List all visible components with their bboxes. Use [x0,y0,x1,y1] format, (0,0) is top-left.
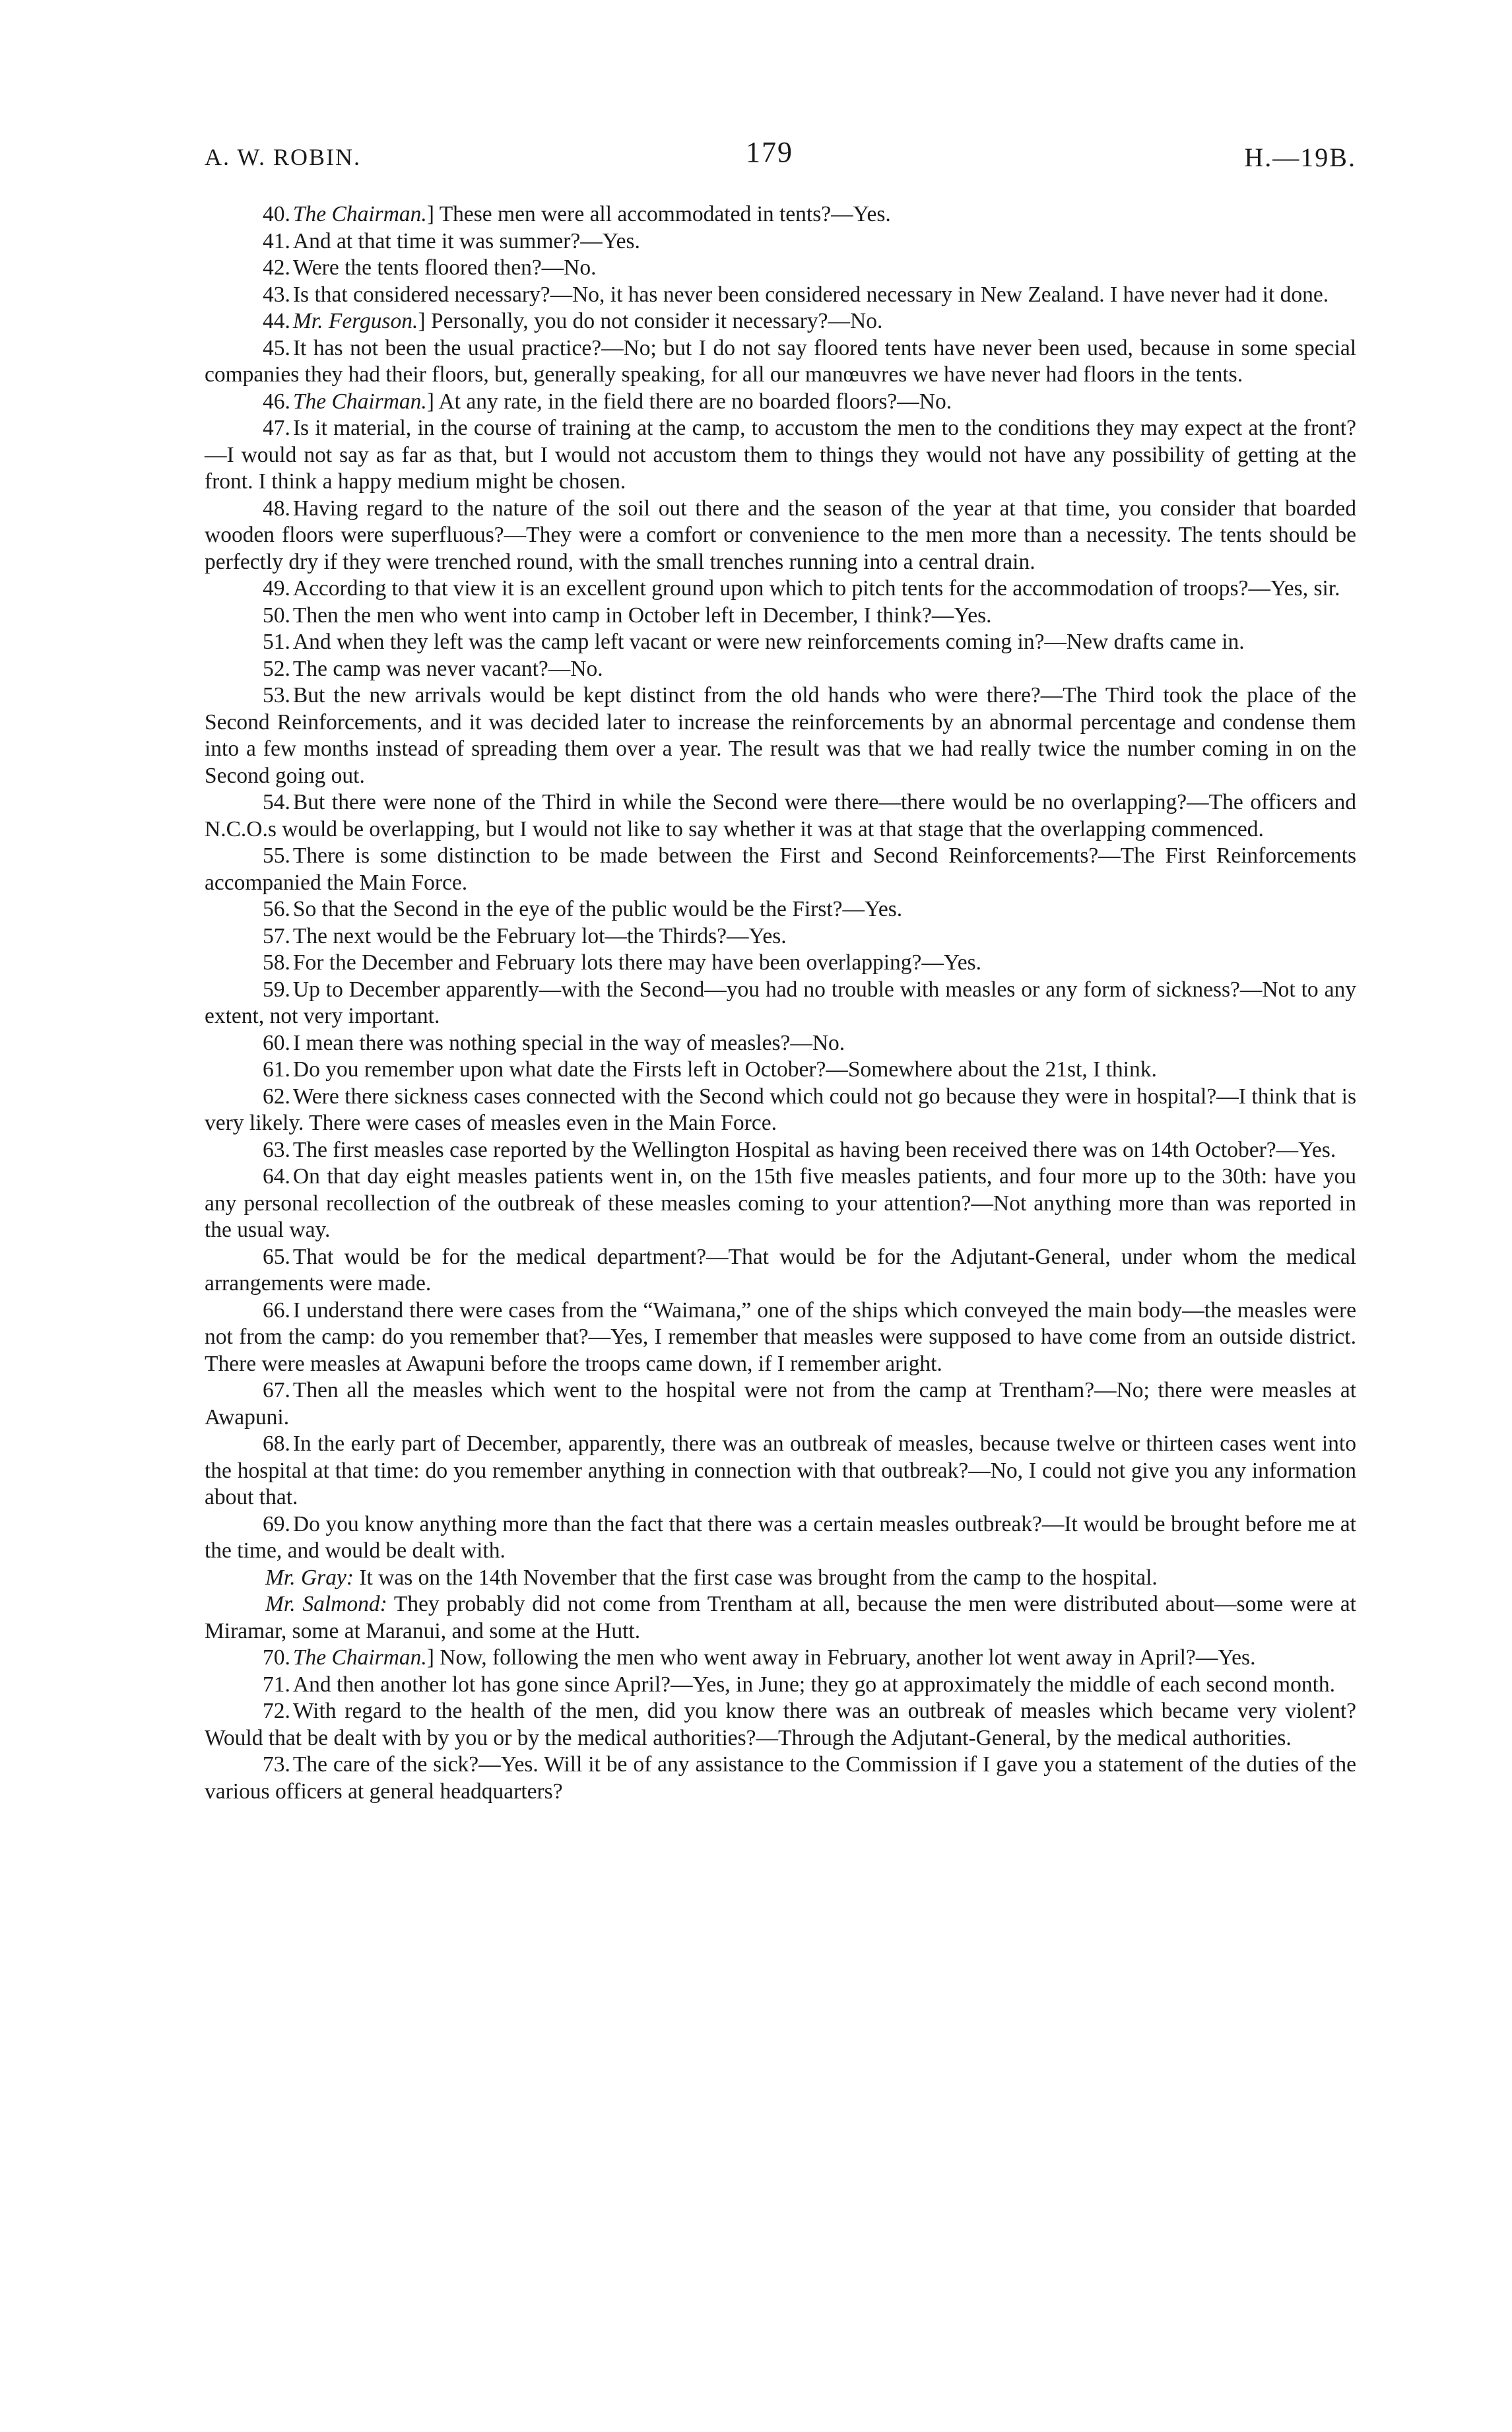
question-number: 64. [263,1164,290,1189]
transcript-paragraph [205,1030,1356,1057]
paragraph-text: In the early part of December, apparently, there was an outbreak of measles, because twelve or thirteen cases went into the hospital at that time: do you remember anything in connection with that outbreak?—No, I could not give you any information about that. [205,1431,1356,1509]
question-number: 66. [263,1298,290,1323]
paragraph-text: And at that time it was summer?—Yes. [292,228,640,253]
paragraph-text: For the December and February lots there may have been overlapping?—Yes. [292,950,982,975]
transcript-paragraph [205,950,1356,977]
question-number: 73. [263,1752,290,1777]
question-number: 70. [263,1645,290,1670]
paragraph-text: On that day eight measles patients went in, on the 15th five measles patients, and four more up to the 30th: have you any personal recollection of the outbreak of these measles coming to your attention?—Not anything more than was reported in the usual way. [205,1164,1356,1242]
transcript-paragraph [205,1431,1356,1511]
transcript-paragraph [205,575,1356,603]
question-number: 48. [263,496,290,521]
question-number: 45. [263,335,290,360]
question-number: 43. [263,282,290,307]
question-number: 53. [263,683,290,707]
transcript-paragraph [205,789,1356,843]
paragraph-text: With regard to the health of the men, did you know there was an outbreak of measles which became very violent? Would that be dealt with by you or by the medical authorities?—Through the Adjutant-General, by the medical authorities. [205,1699,1356,1750]
transcript-paragraph [205,896,1356,923]
paragraph-text: ] Now, following the men who went away in February, another lot went away in April?—Yes. [426,1645,1256,1670]
transcript-paragraph [205,977,1356,1030]
transcript-paragraph [205,1645,1356,1672]
speaker-name: The Chairman. [292,389,427,414]
transcript-paragraph [205,843,1356,896]
transcript-body [205,201,1356,1805]
question-number: 49. [263,576,290,601]
paragraph-text: There is some distinction to be made between the First and Second Reinforcements?—The First Reinforcements accompanied the Main Force. [205,843,1356,895]
page-number: 179 [746,136,793,168]
transcript-paragraph [205,629,1356,656]
transcript-paragraph [205,682,1356,789]
transcript-paragraph [205,603,1356,630]
question-number: 57. [263,923,290,948]
speaker-name: The Chairman. [292,1645,427,1670]
paragraph-text: But the new arrivals would be kept distinct from the old hands who were there?—The Third took the place of the Second Reinforcements, and it was decided later to increase the reinforcements by an abnormal percentage and condense them into a few months instead of spreading them over a year. The result was that we had really twice the number coming in on the Second going out. [205,683,1356,788]
transcript-paragraph [205,1752,1356,1805]
paragraph-text: Do you remember upon what date the Firsts left in October?—Somewhere about the 21st, I think. [292,1057,1157,1082]
paragraph-text: Were there sickness cases connected with the Second which could not go because they were in hospital?—I think that is very likely. There were cases of measles even in the Main Force. [205,1084,1356,1135]
paragraph-text: They probably did not come from Trentham at all, because the men were distributed about—some were at Miramar, some at Maranui, and some at the Hutt. [205,1592,1356,1643]
question-number: 61. [263,1057,290,1082]
paragraph-text: ] These men were all accommodated in tents?—Yes. [426,202,891,226]
question-number: 54. [263,790,290,814]
witness-name: A. W. ROBIN. [205,144,362,170]
transcript-paragraph [205,1057,1356,1084]
paragraph-text: Is that considered necessary?—No, it has never been considered necessary in New Zealand. I have never had it done. [292,282,1329,307]
transcript-paragraph [205,1565,1356,1592]
paragraph-text: Up to December apparently—with the Second—you had no trouble with measles or any form of sickness?—Not to any extent, not very important. [205,977,1356,1028]
paragraph-text: Were the tents floored then?—No. [292,255,597,280]
speaker-name: Mr. Ferguson. [292,309,418,333]
question-number: 44. [263,309,290,333]
paragraph-text: But there were none of the Third in while the Second were there—there would be no overlapping?—The officers and N.C.O.s would be overlapping, but I would not like to say whether it was at that stage that the overlapping commenced. [205,790,1356,841]
paragraph-text: It was on the 14th November that the first case was brought from the camp to the hospital. [353,1565,1158,1590]
transcript-paragraph [205,335,1356,389]
question-number: 40. [263,202,290,226]
transcript-paragraph [205,496,1356,576]
transcript-paragraph [205,228,1356,255]
question-number: 60. [263,1030,290,1055]
transcript-paragraph [205,389,1356,416]
transcript-paragraph [205,1084,1356,1137]
question-number: 59. [263,977,290,1002]
question-number: 69. [263,1511,290,1536]
transcript-paragraph [205,1244,1356,1298]
paragraph-text: Then the men who went into camp in October left in December, I think?—Yes. [292,603,992,628]
transcript-paragraph [205,656,1356,683]
question-number: 50. [263,603,290,628]
question-number: 55. [263,843,290,868]
question-number: 41. [263,228,290,253]
paragraph-text: I understand there were cases from the “Waimana,” one of the ships which conveyed the main body—the measles were not from the camp: do you remember that?—Yes, I remember that measles were supposed to have come from an outside district. There were measles at Awapuni before the troops came down, if I remember aright. [205,1298,1356,1376]
paragraph-text: It has not been the usual practice?—No; but I do not say floored tents have never been used, because in some special companies they had their floors, but, generally speaking, for all our manœuvres we have never had floors in the tents. [205,335,1356,387]
transcript-paragraph [205,201,1356,228]
paragraph-text: The next would be the February lot—the Thirds?—Yes. [292,923,787,948]
paragraph-text: The first measles case reported by the Wellington Hospital as having been received there was on 14th October?—Yes. [292,1137,1336,1162]
question-number: 67. [263,1378,290,1402]
transcript-paragraph [205,282,1356,309]
paragraph-text: According to that view it is an excellent ground upon which to pitch tents for the accommodation of troops?—Yes, sir. [292,576,1340,601]
question-number: 71. [263,1672,290,1697]
question-number: 51. [263,630,290,654]
paragraph-text: Then all the measles which went to the hospital were not from the camp at Trentham?—No; there were measles at Awapuni. [205,1378,1356,1430]
transcript-paragraph [205,1137,1356,1164]
question-number: 52. [263,656,290,681]
question-number: 46. [263,389,290,414]
transcript-paragraph [205,923,1356,950]
page-header [205,135,1356,181]
paragraph-text: And then another lot has gone since April?—Yes, in June; they go at approximately the middle of each second month. [292,1672,1336,1697]
paragraph-text: I mean there was nothing special in the way of measles?—No. [292,1030,845,1055]
paragraph-text: ] Personally, you do not consider it necessary?—No. [418,309,883,333]
question-number: 63. [263,1137,290,1162]
question-number: 47. [263,416,290,440]
question-number: 62. [263,1084,290,1109]
transcript-paragraph [205,255,1356,282]
speaker-name: Mr. Gray: [265,1565,354,1590]
transcript-paragraph [205,308,1356,335]
transcript-paragraph [205,1511,1356,1565]
transcript-paragraph [205,1164,1356,1244]
question-number: 56. [263,897,290,921]
question-number: 42. [263,255,290,280]
paragraph-text: Having regard to the nature of the soil out there and the season of the year at that time, you consider that boarded wooden floors were superfluous?—They were a comfort or convenience to the men more than a necessity. The tents should be perfectly dry if they were trenched round, with the small trenches running into a central drain. [205,496,1356,574]
paragraph-text: And when they left was the camp left vacant or were new reinforcements coming in?—New drafts came in. [292,630,1245,654]
paragraph-text: Is it material, in the course of training at the camp, to accustom the men to the conditions they may expect at the front?—I would not say as far as that, but I would not accustom them to things they would not have any possibility of getting at the front. I think a happy medium might be chosen. [205,416,1356,494]
paragraph-text: So that the Second in the eye of the public would be the First?—Yes. [292,897,903,921]
speaker-name: The Chairman. [292,202,427,226]
question-number: 68. [263,1431,290,1456]
paragraph-text: Do you know anything more than the fact that there was a certain measles outbreak?—It would be brought before me at the time, and would be dealt with. [205,1511,1356,1563]
paragraph-text: That would be for the medical department?—That would be for the Adjutant-General, under whom the medical arrangements were made. [205,1244,1356,1296]
transcript-paragraph [205,1672,1356,1699]
speaker-name: Mr. Salmond: [265,1592,387,1616]
transcript-paragraph [205,1591,1356,1645]
transcript-paragraph [205,415,1356,496]
paragraph-text: ] At any rate, in the field there are no boarded floors?—No. [426,389,952,414]
question-number: 58. [263,950,290,975]
question-number: 72. [263,1699,290,1723]
paragraph-text: The care of the sick?—Yes. Will it be of any assistance to the Commission if I gave you a statement of the duties of the various officers at general headquarters? [205,1752,1356,1804]
transcript-paragraph [205,1298,1356,1378]
question-number: 65. [263,1244,290,1269]
transcript-paragraph [205,1377,1356,1431]
document-reference: H.—19B. [1244,143,1356,172]
paragraph-text: The camp was never vacant?—No. [292,656,603,681]
transcript-paragraph [205,1698,1356,1752]
